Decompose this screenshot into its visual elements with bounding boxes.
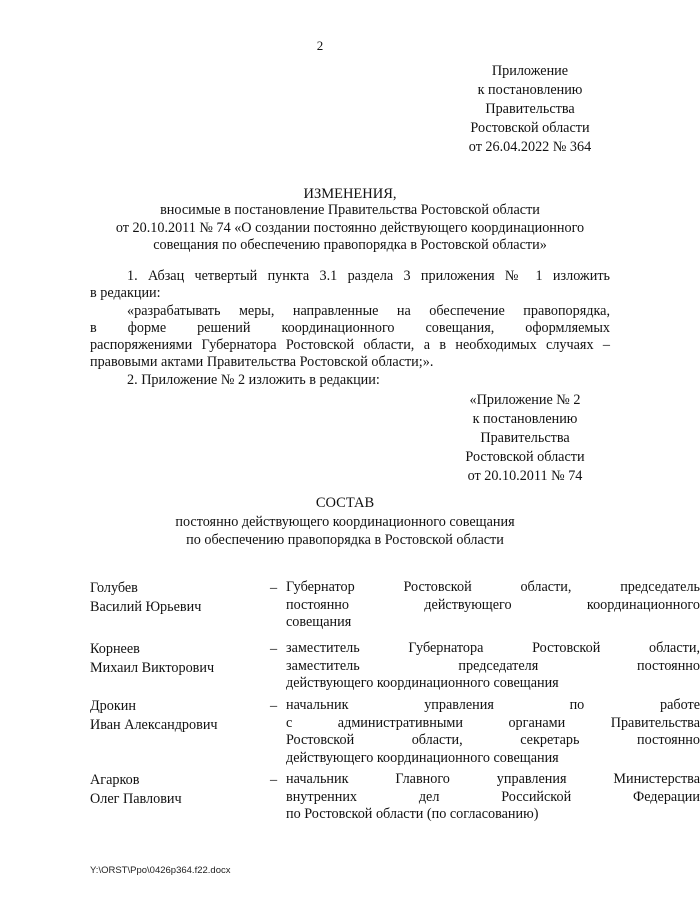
- approval-line: от 26.04.2022 № 364: [468, 139, 592, 155]
- document-body: [90, 268, 610, 389]
- member-role: [286, 771, 700, 824]
- member-role: [286, 579, 700, 632]
- quote-line: в форме решений координационного совещания, оформляемых: [90, 319, 610, 336]
- composition-subtitle-line: по обеспечению правопорядка в Ростовской области: [186, 531, 504, 548]
- annex-approval-line: от 20.10.2011 № 74: [467, 468, 583, 484]
- member-dash: –: [270, 698, 278, 714]
- role-line: постоянно действующего координационного: [286, 596, 700, 613]
- member-name: [90, 579, 260, 616]
- composition-subtitle-line: постоянно действующего координационного совещания: [175, 514, 515, 530]
- annex-approval-header: [430, 391, 620, 486]
- annex-approval-line: «Приложение № 2: [469, 392, 581, 408]
- approval-line: Правительства: [485, 101, 575, 117]
- member-name: [90, 771, 260, 808]
- role-line: начальник Главного управления Министерства: [286, 771, 700, 787]
- role-line: заместитель Губернатора Ростовской области,: [286, 640, 700, 656]
- approval-line: Приложение: [491, 63, 569, 79]
- member-dash: –: [270, 772, 278, 788]
- document-subtitle: [80, 202, 620, 255]
- role-line: Ростовской области, секретарь постоянно: [286, 732, 700, 748]
- file-path-footer: Y:\ORST\Ppo\0426p364.f22.docx: [90, 865, 231, 876]
- approval-line: к постановлению: [477, 82, 583, 98]
- subtitle-line: от 20.10.2011 № 74 «О создании постоянно действующего координационного: [115, 219, 585, 236]
- member-given-name: Олег Павлович: [90, 790, 182, 807]
- quote-line: правовыми актами Правительства Ростовской области;».: [90, 354, 434, 371]
- member-surname: Агарков: [90, 772, 140, 788]
- item2-line: 2. Приложение № 2 изложить в редакции:: [127, 371, 380, 388]
- page-number: 2: [316, 38, 324, 53]
- member-given-name: Василий Юрьевич: [90, 598, 202, 615]
- subtitle-line: совещания по обеспечению правопорядка в Ростовской области»: [153, 237, 547, 253]
- approval-header: [440, 62, 620, 157]
- item1-line: в редакции:: [90, 285, 161, 302]
- member-dash: –: [270, 580, 278, 596]
- quote-line: распоряжениями Губернатора Ростовской области, а в необходимых случаях –: [90, 337, 610, 354]
- composition-subtitle: [110, 514, 580, 549]
- role-line: совещания: [286, 614, 352, 630]
- member-surname: Корнеев: [90, 641, 140, 657]
- composition-title: СОСТАВ: [315, 495, 375, 511]
- annex-approval-line: Правительства: [480, 430, 570, 446]
- quote-line: «разрабатывать меры, направленные на обеспечение правопорядка,: [127, 302, 610, 319]
- member-name: [90, 697, 260, 734]
- approval-line: Ростовской области: [470, 120, 590, 136]
- annex-approval-line: Ростовской области: [465, 449, 585, 465]
- subtitle-line: вносимые в постановление Правительства Ростовской области: [160, 202, 540, 218]
- role-line: внутренних дел Российской Федерации: [286, 788, 700, 805]
- role-line: заместитель председателя постоянно: [286, 657, 700, 674]
- annex-approval-line: к постановлению: [472, 411, 578, 427]
- member-dash: –: [270, 641, 278, 657]
- member-given-name: Иван Александрович: [90, 716, 218, 733]
- role-line: действующего координационного совещания: [286, 749, 559, 766]
- member-surname: Голубев: [90, 580, 138, 596]
- member-role: [286, 640, 700, 693]
- member-name: [90, 640, 260, 677]
- role-line: начальник управления по работе: [286, 697, 700, 713]
- item1-line: 1. Абзац четвертый пункта 3.1 раздела 3 приложения № 1 изложить: [127, 268, 610, 284]
- role-line: с административными органами Правительства: [286, 714, 700, 731]
- member-surname: Дрокин: [90, 698, 136, 714]
- document-title: ИЗМЕНЕНИЯ,: [303, 186, 397, 202]
- member-given-name: Михаил Викторович: [90, 659, 215, 676]
- role-line: действующего координационного совещания: [286, 675, 559, 691]
- role-line: Губернатор Ростовской области, председатель: [286, 579, 700, 595]
- member-role: [286, 697, 700, 767]
- role-line: по Ростовской области (по согласованию): [286, 806, 539, 822]
